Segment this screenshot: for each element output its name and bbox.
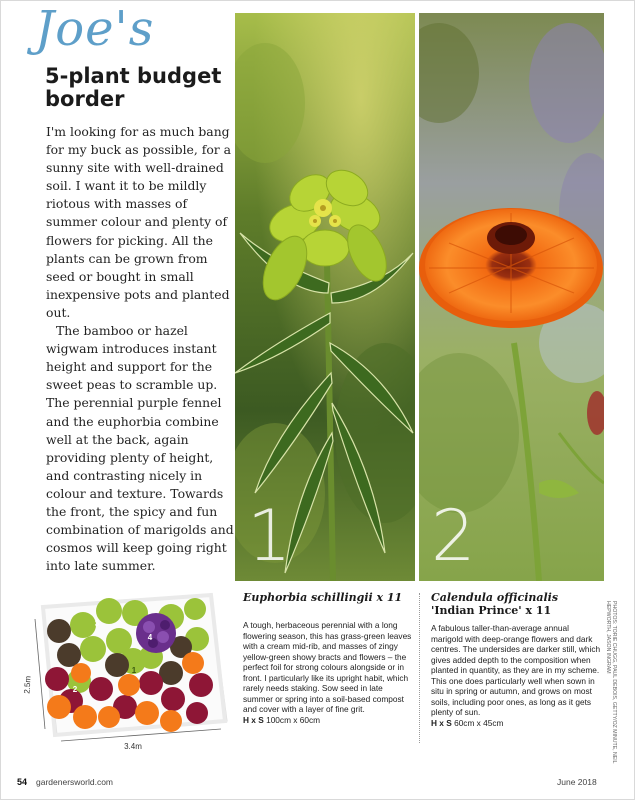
page-number: 54 (17, 777, 28, 787)
intro-paragraph: The bamboo or hazel wigwam introduces instant height and support for the sweet peas to scramble up. The perennial purple fennel and the euphorbia combine well at the back, again providing plenty of height, and contrasting nicely in colour and texture. Towards the front, the spicy and fun combination of marigolds and cosmos will keep going right into late summer. (46, 323, 234, 574)
photo-number-1: 1 (247, 495, 292, 577)
website: gardenersworld.com (36, 777, 114, 787)
intro-paragraph: I'm looking for as much bang for my buck as possible, for a sunny site with well-drained soil. I want it to be mildly riotous with masses of summer colour and plenty of flowers for picking. All the plants can be grown from seed or bought in small inexpensive pots and planted out. (46, 124, 232, 320)
euphorbia-photo (235, 13, 415, 581)
plant-species: Calendula officinalis (431, 591, 559, 604)
calendula-photo (419, 13, 604, 581)
plan-label-5: 5 (180, 709, 186, 718)
column-divider (419, 593, 420, 743)
plant-text: A fabulous taller-than-average annual marigold with deep-orange flowers and dark centres. The undersides are darker still, which gives added depth to the composition when planted in quantity, as they are in my scheme. This one does particularly well when sown in situ in spring or autumn, and grows on most soils, including poor ones, as long as it gets plenty of sun. (431, 623, 601, 717)
plant-name: Euphorbia schillingii x 11 (243, 591, 403, 604)
photo-credit: PHOTOS: TORIE CHUGG, PAUL DEBOIS, GETTY/OZ MINUTE, NEIL HEPWORTH, JASON INGRAM (605, 601, 617, 764)
page-title: 5-plant budget border (45, 64, 222, 111)
plant-cultivar: 'Indian Prince' x 11 (431, 604, 552, 617)
photo-number-2: 2 (431, 495, 476, 577)
size-label: H x S (431, 717, 452, 728)
size-value: 60cm x 45cm (454, 717, 504, 728)
plan-label-4: 4 (147, 633, 153, 642)
plan-width-label: 3.4m (124, 742, 142, 751)
plan-label-1: 1 (131, 666, 137, 675)
plant-name (431, 591, 601, 617)
plan-label-2: 2 (72, 685, 78, 694)
planting-plan (21, 589, 229, 759)
size-value: 100cm x 60cm (266, 714, 321, 725)
plan-depth-label: 2.5m (22, 675, 33, 695)
issue-date: June 2018 (557, 777, 597, 787)
plant-size (243, 715, 413, 726)
plant-text: A tough, herbaceous perennial with a long flowering season, this has grass-green leaves with a cream mid-rib, and masses of zingy yellow-green showy bracts and flowers – the perfect foil for strong colours alongside or in front. I particularly like its upright habit, which rarely needs staking. Sow seed in late summer or spring into a soil-based compost and cover with a layer of fine grit. (243, 620, 412, 714)
plant-description-2 (431, 591, 601, 728)
intro-text (46, 123, 238, 575)
script-title: Joe's (35, 1, 155, 57)
plant-size (431, 718, 601, 729)
plan-label-3: 3 (94, 619, 100, 628)
plant-description-1 (243, 591, 413, 725)
size-label: H x S (243, 714, 264, 725)
